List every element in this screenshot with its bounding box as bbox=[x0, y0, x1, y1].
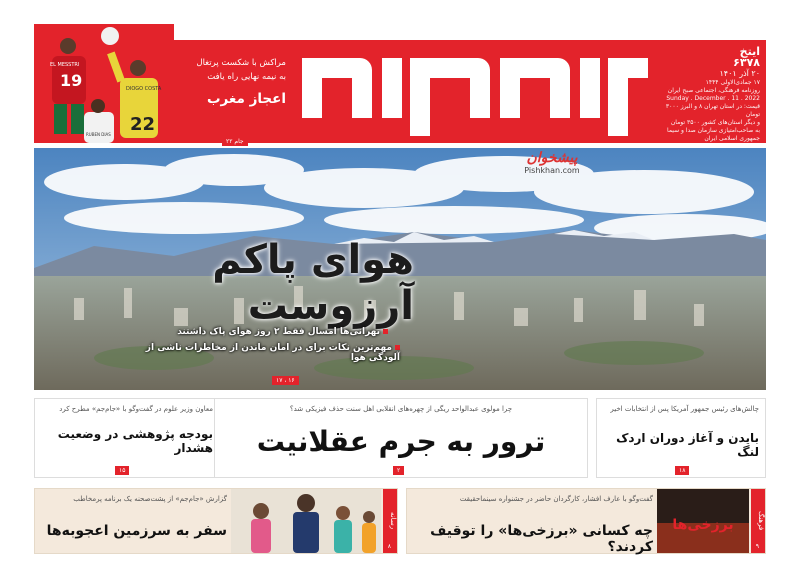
hero-line-2-text: مهم‌ترین نکات برای در امان ماندن از مخاطرات ناشی از آلودگی هوا bbox=[145, 343, 400, 363]
hero-page-ref: ۱۷ ، ۱۶ bbox=[272, 376, 299, 385]
story-kicker: گفت‌وگو با عارف افشار، کارگردان حاضر در جشنواره سینما‌حقیقت bbox=[459, 495, 653, 503]
page-ref: ۱۵ bbox=[115, 466, 129, 475]
player-3-name: RUBEN DIAS bbox=[86, 132, 111, 137]
story-assassination[interactable] bbox=[214, 398, 588, 478]
hero-headline[interactable]: هوای پاکم آرزوست bbox=[212, 237, 414, 329]
date-fa: ۲۰ آذر ۱۴۰۱ bbox=[719, 69, 760, 78]
issue-info bbox=[664, 46, 760, 143]
newspaper-logo bbox=[292, 44, 662, 136]
bullet-icon bbox=[383, 329, 388, 334]
story-title: بایدن و آغاز دوران اردک لنگ bbox=[616, 431, 759, 459]
story-kicker: گزارش «جام‌جم» از پشت‌صحنه یک برنامه پرمخاطب bbox=[73, 495, 227, 503]
story-title: سفر به سرزمین اعجوبه‌ها bbox=[46, 523, 227, 539]
publisher: به صاحب‌امتیازی سازمان صدا و سیما جمهوری اسلامی ایران bbox=[666, 127, 760, 142]
sport-subtitle-2: به نیمه نهایی راه یافت bbox=[207, 72, 286, 82]
watermark bbox=[512, 150, 592, 175]
story-title: ترور به جرم عقلانیت bbox=[256, 425, 546, 458]
price-line: قیمت: در استان تهران ۸ و البرز ۳۰۰۰ تومان bbox=[665, 103, 760, 118]
player-1-name: EL MESSTRI bbox=[50, 62, 80, 68]
paper-name: ایتخ bbox=[739, 45, 760, 58]
page-ref: ۱۸ bbox=[675, 466, 689, 475]
hero-line-2 bbox=[120, 343, 400, 363]
hero-line-1 bbox=[170, 327, 388, 337]
ball-icon bbox=[101, 27, 119, 45]
tagline: روزنامه فرهنگی، اجتماعی صبح ایران bbox=[667, 87, 760, 94]
player-2-number: 22 bbox=[130, 114, 156, 135]
page-ref: ۸ bbox=[384, 542, 395, 551]
poster-title: برزخی‌ها bbox=[672, 517, 734, 533]
story-title: چه کسانی «برزخی‌ها» را توقیف کردند؟ bbox=[430, 523, 653, 555]
bullet-icon bbox=[395, 345, 400, 350]
story-research-budget[interactable] bbox=[34, 398, 220, 478]
player-2-name: DIOGO COSTA bbox=[126, 86, 162, 92]
story-prodigies[interactable] bbox=[34, 488, 398, 554]
watermark-en: Pishkhan.com bbox=[524, 166, 580, 175]
price-line-2: و دیگر استان‌های کشور ۳۵۰۰ تومان bbox=[670, 119, 760, 126]
issue-number: ۶۳۷۸ bbox=[733, 56, 760, 69]
story-biden[interactable] bbox=[596, 398, 766, 478]
hero-line-1-text: تهرانی‌ها امسال فقط ۲ روز هوای پاک داشتند bbox=[177, 327, 380, 337]
player-1-number: 19 bbox=[60, 71, 83, 90]
story-barzakhiha[interactable] bbox=[406, 488, 766, 554]
kids-photo bbox=[231, 489, 381, 553]
story-title: بودجه پژوهشی در وضعیت هشدار bbox=[57, 427, 213, 455]
section-tag: فرهنگ bbox=[751, 489, 765, 553]
sport-subtitle-1: مراکش با شکست پرتغال bbox=[196, 58, 286, 68]
date-hijri: ۱۷ جمادی‌الاولی ۱۴۴۴ bbox=[705, 79, 760, 86]
page-ref: ۹ bbox=[752, 542, 763, 551]
story-kicker: معاون وزیر علوم در گفت‌وگو با «جام‌جم» مطرح کرد bbox=[59, 405, 213, 413]
watermark-fa: پیشخوان bbox=[526, 150, 578, 166]
sport-headline: اعجاز مغرب bbox=[206, 91, 286, 107]
story-kicker: چالش‌های رئیس جمهور آمریکا پس از انتخابات اخیر bbox=[610, 405, 759, 413]
football-photo bbox=[34, 24, 174, 143]
sport-page-ref: جام ۲۲ bbox=[222, 137, 248, 146]
movie-poster bbox=[657, 489, 749, 553]
page-ref: ۲ bbox=[393, 466, 404, 475]
sport-teaser[interactable] bbox=[176, 56, 286, 107]
section-tag: رسانه bbox=[383, 489, 397, 553]
date-en: Sunday . December . 11 . 2022 bbox=[666, 95, 760, 102]
story-kicker: چرا مولوی عبدالواحد ریگی از چهره‌های انقلابی اهل سنت حذف فیزیکی شد؟ bbox=[289, 405, 513, 413]
